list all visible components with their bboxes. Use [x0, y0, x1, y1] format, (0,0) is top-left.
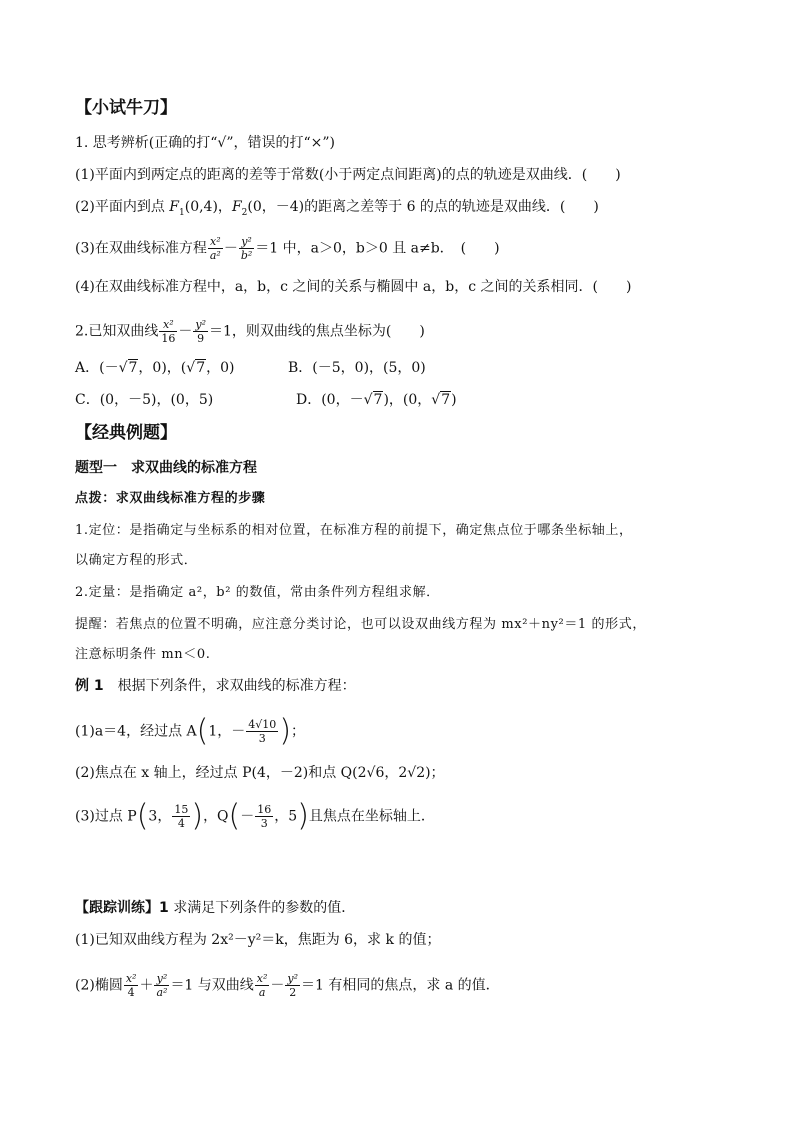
- opt-a-pre: A．(－: [75, 360, 119, 376]
- fraction-y2-b2: $\frac{\text{y²}}{\text{b²}}$: [240, 235, 253, 262]
- c3-d: ，5: [274, 808, 298, 825]
- fraction-16-3: $\frac{16}{3}$: [257, 803, 272, 830]
- example-1-label: 例 1: [75, 678, 104, 694]
- q2-option-b[interactable]: B．(－5，0)，(5，0): [288, 360, 426, 376]
- q1-stem: 1. 思考辨析(正确的打“√”，错误的打“×”): [75, 135, 336, 151]
- opt-d-mid: )，(0，: [383, 392, 432, 408]
- q1-item-2-pre: (2)平面内到点: [75, 199, 170, 215]
- q2-option-d[interactable]: [296, 390, 754, 410]
- tracking-item-1: (1)已知双曲线方程为 2x²－y²＝k，焦距为 6，求 k 的值；: [75, 932, 441, 948]
- q1-item-4: (4)在双曲线标准方程中，a，b，c 之间的关系与椭圆中 a，b，c 之间的关系相同．( ): [75, 279, 632, 295]
- q2-stem: 2.已知双曲线 $\frac{\text{x²}}{16}$ － $\frac{\text{y²}}{9}$ ＝1，则双曲线的焦点坐标为( ): [75, 318, 425, 345]
- c3-a: 3，: [148, 808, 172, 825]
- tip-1-line-b: 以确定方程的形式．: [75, 553, 198, 568]
- f1-subscript: 1: [179, 207, 185, 218]
- q1-item-2-mid: (0,4)，: [184, 199, 232, 215]
- radicand: 7: [441, 392, 451, 408]
- radicand: 7: [196, 360, 206, 376]
- tracking-item-2: (2)椭圆 $\frac{\text{x²}}{4}$ ＋ $\frac{\text{y²}}{\text{a²}}$ ＝1 与双曲线 $\frac{\text{x²}}{a}$ － $\frac{\text{y²}}{2}$ ＝1 有相同的焦点，求 a 的值．: [75, 972, 500, 999]
- q1-item-2: [75, 197, 754, 217]
- fraction-x2-a: $\frac{\text{x²}}{a}$: [256, 972, 268, 999]
- fraction-x2-4: $\frac{\text{x²}}{4}$: [125, 972, 137, 999]
- fraction-y2-2: $\frac{\text{y²}}{2}$: [287, 972, 299, 999]
- section-title-examples: 【经典例题】: [75, 423, 177, 443]
- sqrt-icon: [119, 360, 128, 376]
- tip-title: 点拨：求双曲线标准方程的步骤: [75, 491, 266, 506]
- tracking-label: 【跟踪训练】1: [75, 900, 169, 916]
- tip-1-line-a: 1.定位：是指确定与坐标系的相对位置，在标准方程的前提下，确定焦点位于哪条坐标轴上，: [75, 523, 633, 538]
- q1-item-3-pre: (3)在双曲线标准方程: [75, 240, 207, 257]
- f2-symbol: F: [231, 199, 242, 215]
- example-1-condition-3: (3)过点 P(3， $\frac{15}{4}$ )，Q(－ $\frac{16}{3}$ ，5)且焦点在坐标轴上．: [75, 798, 435, 834]
- c1-pre: (1)a＝4，经过点 A: [75, 723, 197, 740]
- q2-stem-post: ＝1，则双曲线的焦点坐标为( ): [208, 323, 425, 340]
- q1-item-1: (1)平面内到两定点的距离的差等于常数(小于两定点间距离)的点的轨迹是双曲线．( ): [75, 167, 621, 183]
- section-title-practice: 【小试牛刀】: [75, 98, 177, 118]
- fraction-x2-16: $\frac{\text{x²}}{16}$: [161, 318, 176, 345]
- sqrt-icon: [364, 392, 373, 408]
- type-one-title: 题型一 求双曲线的标准方程: [75, 460, 257, 476]
- opt-d-post: ): [451, 392, 457, 408]
- fraction-x2-a2: $\frac{\text{x²}}{\text{a²}}$: [209, 235, 221, 262]
- q2-stem-pre: 2.已知双曲线: [75, 323, 159, 340]
- c3-pre: (3)过点 P: [75, 808, 137, 825]
- fraction-15-4: $\frac{15}{4}$: [174, 803, 189, 830]
- sqrt-icon: [431, 392, 440, 408]
- opt-a-post: ，0): [206, 360, 235, 376]
- q1-item-3: (3)在双曲线标准方程 $\frac{\text{x²}}{\text{a²}}$ － $\frac{\text{y²}}{\text{b²}}$ ＝1 中，a＞0，b＞0 且 a≠b． ( ): [75, 235, 500, 262]
- t2-pre: (2)椭圆: [75, 977, 123, 994]
- q2-option-c[interactable]: C．(0，－5)，(0，5): [75, 392, 214, 408]
- example-1-stem: [75, 676, 754, 696]
- q1-item-3-post: ＝1 中，a＞0，b＞0 且 a≠b． ( ): [255, 240, 500, 257]
- f2-subscript: 2: [241, 207, 248, 218]
- c3-c: －: [240, 808, 255, 825]
- example-1-condition-1: (1)a＝4，经过点 A(1，－ $\frac{4√10}{3}$ )；: [75, 713, 306, 749]
- fraction-y2-9: $\frac{\text{y²}}{9}$: [195, 318, 206, 345]
- c1-post: ；: [291, 723, 306, 740]
- f1-symbol: F: [169, 199, 179, 215]
- t2-post: ＝1 有相同的焦点，求 a 的值．: [301, 977, 500, 994]
- t2-mid: ＝1 与双曲线: [170, 977, 254, 994]
- radicand: 7: [128, 360, 138, 376]
- fraction-4root10-3: $\frac{4√10}{3}$: [248, 718, 277, 745]
- example-1-condition-2: (2)焦点在 x 轴上，经过点 P(4，－2)和点 Q(2√6，2√2)；: [75, 765, 445, 781]
- c3-post: 且焦点在坐标轴上．: [308, 808, 435, 825]
- tracking-text: 求满足下列条件的参数的值．: [168, 900, 356, 916]
- tip-2: 2.定量：是指确定 a²，b² 的数值，常由条件列方程组求解．: [75, 585, 440, 600]
- fraction-y2-a2: $\frac{\text{y²}}{\text{a²}}$: [156, 972, 168, 999]
- tip-3-line-b: 注意标明条件 mn＜0.: [75, 647, 211, 662]
- tip-3-line-a: 提醒：若焦点的位置不明确，应注意分类讨论，也可以设双曲线方程为 mx²＋ny²＝1 的形式，: [75, 617, 646, 632]
- q1-item-2-post: (0，－4)的距离之差等于 6 的点的轨迹是双曲线．( ): [247, 199, 599, 215]
- tracking-practice-stem: [75, 898, 754, 918]
- c1-x: 1，－: [208, 723, 246, 740]
- c3-b: ，Q: [203, 808, 229, 825]
- radicand: 7: [373, 392, 383, 408]
- opt-d-pre: D．(0，－: [296, 392, 364, 408]
- opt-a-mid: ，0)，(: [138, 360, 187, 376]
- sqrt-icon: [186, 360, 195, 376]
- example-1-text: 根据下列条件，求双曲线的标准方程：: [103, 678, 356, 694]
